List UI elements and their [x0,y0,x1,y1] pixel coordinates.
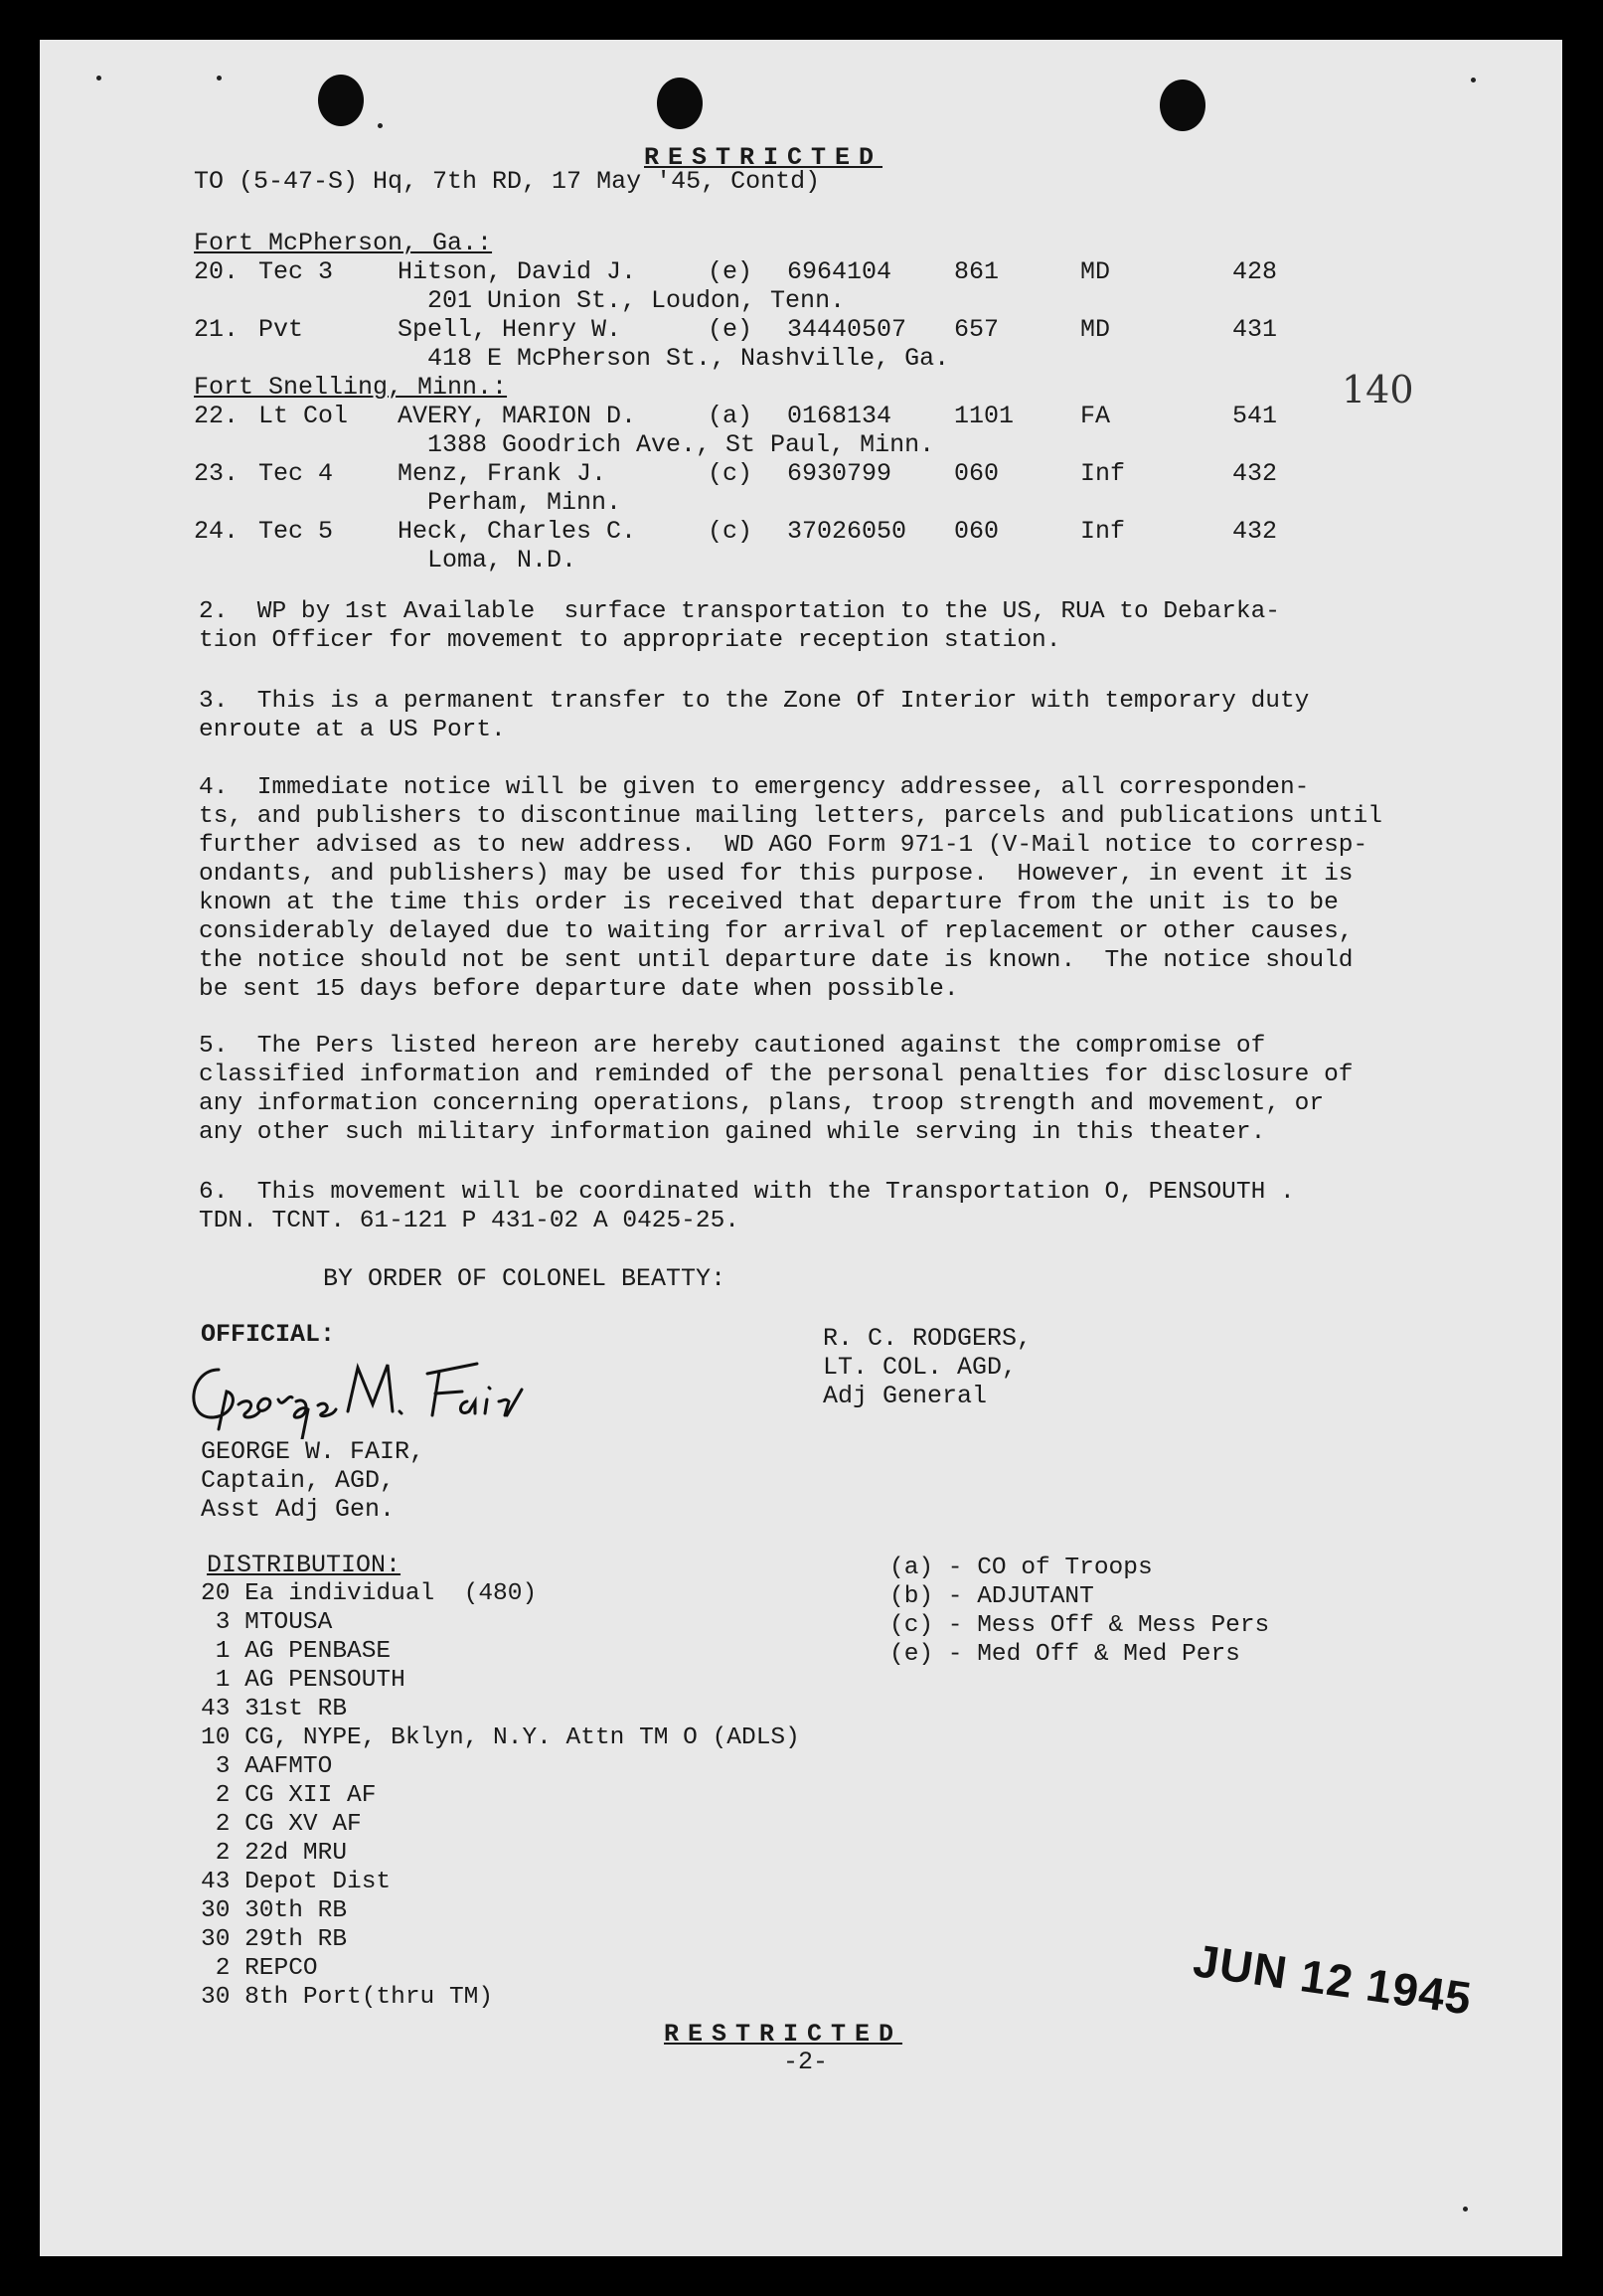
distribution-item: 30 8th Port(thru TM) [201,1984,494,2011]
roster-serial: 34440507 [787,315,907,344]
punch-hole [657,78,703,129]
roster-name: Hitson, David J. [398,257,637,286]
roster-arm: MD [1080,257,1111,286]
distribution-item: 3 AAFMTO [201,1753,333,1780]
roster-mos: 861 [954,257,1000,286]
legend-item: (a) - CO of Troops [889,1555,1153,1581]
legend-item: (e) - Med Off & Med Pers [889,1641,1240,1668]
speck [96,76,101,81]
distribution-item: 2 REPCO [201,1955,318,1982]
roster-grade: Lt Col [258,402,349,430]
footer-restricted: RESTRICTED [664,2020,903,2049]
roster-address: Loma, N.D. [427,546,577,574]
roster-address: 201 Union St., Loudon, Tenn. [427,286,846,315]
roster-location-header: Fort McPherson, Ga.: [194,229,493,257]
roster-unit: 428 [1232,257,1278,286]
roster-grade: Tec 5 [258,517,334,546]
order-reference-line: TO (5-47-S) Hq, 7th RD, 17 May '45, Contd) [194,167,821,196]
roster-code: (e) [708,315,753,344]
distribution-item: 1 AG PENSOUTH [201,1667,405,1694]
speck [217,76,222,81]
distribution-item: 1 AG PENBASE [201,1638,392,1665]
roster-code: (e) [708,257,753,286]
roster-name: Heck, Charles C. [398,517,637,546]
distribution-item: 2 CG XII AF [201,1782,377,1809]
roster-arm: MD [1080,315,1111,344]
distribution-item: 43 31st RB [201,1696,348,1722]
official-label: OFFICIAL: [201,1320,336,1349]
roster-row [40,459,1530,488]
distribution-item: 2 CG XV AF [201,1811,362,1838]
paragraph-3: 3. This is a permanent transfer to the Zone Of Interior with temporary duty enroute at a US Port. [199,688,1310,743]
by-order-line: BY ORDER OF COLONEL BEATTY: [323,1264,726,1293]
header-restricted: RESTRICTED [644,143,883,172]
roster-num: 21. [194,315,240,344]
roster-location-header: Fort Snelling, Minn.: [194,373,508,402]
roster-grade: Tec 4 [258,459,334,488]
roster-unit: 432 [1232,459,1278,488]
roster-mos: 060 [954,517,1000,546]
date-received-stamp: JUN 12 1945 [1190,1933,1476,2025]
roster-num: 20. [194,257,240,286]
roster-arm: Inf [1080,517,1126,546]
roster-num: 22. [194,402,240,430]
signer-rank: Captain, AGD, [201,1466,396,1495]
distribution-item: 2 22d MRU [201,1840,348,1867]
roster-mos: 060 [954,459,1000,488]
commander-rank: LT. COL. AGD, [823,1353,1018,1382]
roster-row [40,257,1530,286]
roster-serial: 0168134 [787,402,892,430]
document-page [40,40,1562,2256]
signer-title: Asst Adj Gen. [201,1495,396,1524]
distribution-item: 30 30th RB [201,1897,348,1924]
paragraph-2: 2. WP by 1st Available surface transportation to the US, RUA to Debarka- tion Officer for movement to appropriate reception station. [199,598,1280,654]
distribution-item: 20 Ea individual (480) [201,1580,538,1607]
handwritten-page-number: 140 [1342,368,1414,411]
roster-mos: 1101 [954,402,1015,430]
handwritten-signature [179,1350,537,1439]
distribution-item: 10 CG, NYPE, Bklyn, N.Y. Attn TM O (ADLS) [201,1724,800,1751]
roster-num: 23. [194,459,240,488]
roster-serial: 6930799 [787,459,892,488]
roster-serial: 6964104 [787,257,892,286]
roster-unit: 431 [1232,315,1278,344]
commander-name: R. C. RODGERS, [823,1324,1033,1353]
punch-hole [1160,80,1205,131]
distribution-item: 43 Depot Dist [201,1869,392,1895]
speck [1463,2207,1468,2212]
roster-grade: Pvt [258,315,304,344]
roster-unit: 432 [1232,517,1278,546]
roster-arm: FA [1080,402,1111,430]
signer-name: GEORGE W. FAIR, [201,1437,425,1466]
roster-code: (a) [708,402,753,430]
roster-row [40,315,1530,344]
commander-title: Adj General [823,1382,988,1410]
distribution-label: DISTRIBUTION: [207,1551,401,1579]
page-number: -2- [783,2048,829,2076]
roster-address: Perham, Minn. [427,488,622,517]
roster-name: Spell, Henry W. [398,315,622,344]
roster-address: 418 E McPherson St., Nashville, Ga. [427,344,950,373]
roster-name: AVERY, MARION D. [398,402,637,430]
paragraph-4: 4. Immediate notice will be given to emergency addressee, all corresponden- ts, and publishers to discontinue mailing letters, parcels and publications until further advised as to new address. WD AGO Form 971-1 (V-Mail notice to corresp- ondants, and publishers) may be used for this purpose. However, in event it is known at the time this order is received that departure from the unit is to be considerably delayed due to waiting for arrival of replacement or other causes, the notice should not be sent until departure date is known. The notice should be sent 15 days before departure date when possible. [199,774,1382,1003]
roster-address: 1388 Goodrich Ave., St Paul, Minn. [427,430,935,459]
distribution-item: 30 29th RB [201,1926,348,1953]
roster-num: 24. [194,517,240,546]
roster-row [40,402,1530,430]
punch-hole [318,75,364,126]
paragraph-5: 5. The Pers listed hereon are hereby cautioned against the compromise of classified information and reminded of the personal penalties for disclosure of any information concerning operations, plans, troop strength and movement, or any other such military information gained while serving in this theater. [199,1033,1354,1146]
roster-code: (c) [708,459,753,488]
legend-item: (c) - Mess Off & Mess Pers [889,1612,1270,1639]
legend-item: (b) - ADJUTANT [889,1583,1094,1610]
roster-arm: Inf [1080,459,1126,488]
distribution-item: 3 MTOUSA [201,1609,333,1636]
speck [1471,78,1476,82]
roster-code: (c) [708,517,753,546]
roster-unit: 541 [1232,402,1278,430]
speck [378,123,383,128]
roster-name: Menz, Frank J. [398,459,607,488]
roster-grade: Tec 3 [258,257,334,286]
paragraph-6: 6. This movement will be coordinated with the Transportation O, PENSOUTH . TDN. TCNT. 61-121 P 431-02 A 0425-25. [199,1179,1295,1234]
roster-mos: 657 [954,315,1000,344]
roster-row [40,517,1530,546]
roster-serial: 37026050 [787,517,907,546]
